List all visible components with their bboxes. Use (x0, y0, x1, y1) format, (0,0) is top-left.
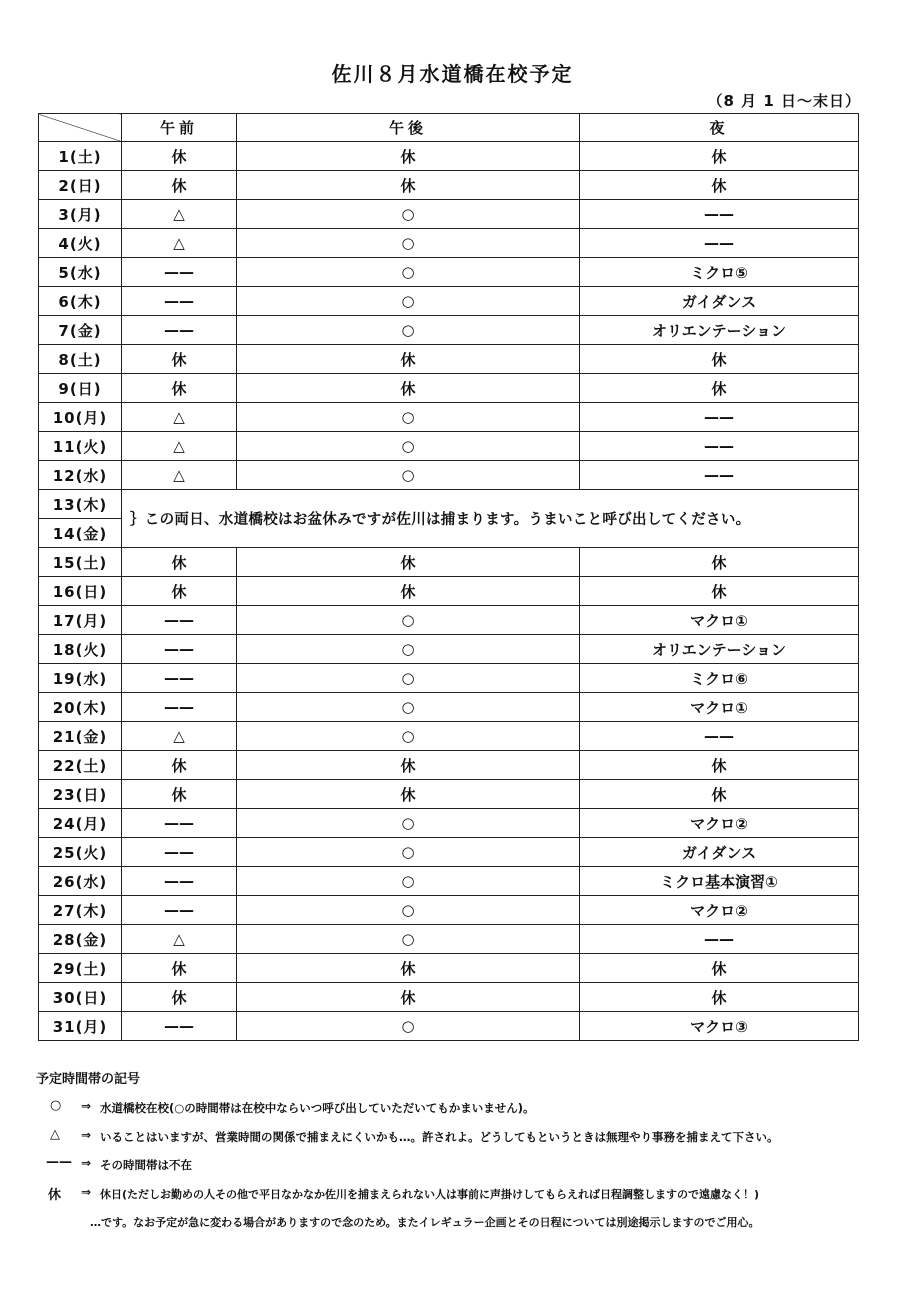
day-cell: 29(土) (39, 954, 122, 983)
legend-symbol-circle: ○ (50, 1098, 62, 1113)
day-cell: 26(水) (39, 867, 122, 896)
am-cell: —— (122, 809, 237, 838)
day-cell: 15(土) (39, 548, 122, 577)
day-cell: 4(火) (39, 229, 122, 258)
night-cell: オリエンテーション (580, 316, 859, 345)
am-cell: —— (122, 287, 237, 316)
merged-block (39, 490, 859, 548)
table-row (39, 374, 859, 403)
pm-cell: 休 (237, 374, 580, 403)
legend-symbol-holiday: 休 (48, 1188, 62, 1203)
table-row (39, 258, 859, 287)
day-cell: 12(水) (39, 461, 122, 490)
pm-cell: ○ (237, 287, 580, 316)
pm-cell: ○ (237, 693, 580, 722)
table-row (39, 780, 859, 809)
pm-cell: ○ (237, 722, 580, 751)
am-cell: 休 (122, 780, 237, 809)
legend-symbol-triangle: △ (50, 1127, 60, 1142)
night-cell: オリエンテーション (580, 635, 859, 664)
night-cell: 休 (580, 751, 859, 780)
day-cell: 13(木) (39, 490, 122, 519)
night-cell: —— (580, 925, 859, 954)
col-header-pm: 午後 (237, 114, 580, 142)
am-cell: —— (122, 606, 237, 635)
day-cell: 21(金) (39, 722, 122, 751)
table-row (39, 867, 859, 896)
table-row (39, 1012, 859, 1041)
pm-cell: ○ (237, 664, 580, 693)
day-cell: 23(日) (39, 780, 122, 809)
day-cell: 10(月) (39, 403, 122, 432)
night-cell: マクロ① (580, 693, 859, 722)
table-row (39, 142, 859, 171)
col-header-night: 夜 (580, 114, 859, 142)
pm-cell: ○ (237, 200, 580, 229)
day-cell: 25(火) (39, 838, 122, 867)
legend-arrow: ⇒ (81, 1128, 92, 1142)
table-body-bottom (39, 548, 859, 1041)
date-range: （8 月 1 日〜末日） (707, 92, 861, 110)
am-cell: 休 (122, 374, 237, 403)
table-row (39, 229, 859, 258)
night-cell: ガイダンス (580, 838, 859, 867)
table-row (39, 664, 859, 693)
pm-cell: ○ (237, 635, 580, 664)
night-cell: マクロ② (580, 809, 859, 838)
table-row (39, 809, 859, 838)
table-row (39, 316, 859, 345)
night-cell: —— (580, 432, 859, 461)
night-cell: 休 (580, 142, 859, 171)
table-row (39, 548, 859, 577)
table-row (39, 983, 859, 1012)
pm-cell: ○ (237, 896, 580, 925)
am-cell: △ (122, 461, 237, 490)
night-cell: 休 (580, 983, 859, 1012)
day-cell: 17(月) (39, 606, 122, 635)
pm-cell: ○ (237, 867, 580, 896)
am-cell: —— (122, 838, 237, 867)
table-row (39, 171, 859, 200)
day-cell: 28(金) (39, 925, 122, 954)
day-cell: 30(日) (39, 983, 122, 1012)
pm-cell: ○ (237, 258, 580, 287)
night-cell: 休 (580, 780, 859, 809)
day-cell: 18(火) (39, 635, 122, 664)
table-body-top (39, 142, 859, 490)
legend-text-holiday: 休日(ただしお勤めの人その他で平日なかなか佐川を捕まえられない人は事前に声掛けしてもらえれば日程調整しますので遠慮なく！) (100, 1188, 760, 1201)
corner-cell (39, 114, 122, 142)
pm-cell: 休 (237, 780, 580, 809)
table-row (39, 403, 859, 432)
pm-cell: ○ (237, 403, 580, 432)
day-cell: 14(金) (39, 519, 122, 548)
am-cell: —— (122, 1012, 237, 1041)
am-cell: △ (122, 925, 237, 954)
table-row (39, 287, 859, 316)
day-cell: 31(月) (39, 1012, 122, 1041)
pm-cell: 休 (237, 983, 580, 1012)
night-cell: —— (580, 200, 859, 229)
night-cell: —— (580, 229, 859, 258)
pm-cell: 休 (237, 577, 580, 606)
pm-cell: ○ (237, 809, 580, 838)
col-header-am: 午前 (122, 114, 237, 142)
schedule-table (38, 113, 859, 1041)
pm-cell: 休 (237, 954, 580, 983)
pm-cell: ○ (237, 229, 580, 258)
legend-arrow: ⇒ (81, 1185, 92, 1199)
pm-cell: 休 (237, 345, 580, 374)
night-cell: 休 (580, 345, 859, 374)
night-cell: 休 (580, 171, 859, 200)
table-row (39, 635, 859, 664)
day-cell: 1(土) (39, 142, 122, 171)
am-cell: 休 (122, 983, 237, 1012)
legend-footnote: …です。なお予定が急に変わる場合がありますので念のため。またイレギュラー企画とその日程については別途掲示しますのでご用心。 (90, 1216, 760, 1229)
am-cell: △ (122, 722, 237, 751)
table-row (39, 200, 859, 229)
am-cell: 休 (122, 171, 237, 200)
night-cell: 休 (580, 374, 859, 403)
am-cell: 休 (122, 751, 237, 780)
am-cell: △ (122, 229, 237, 258)
day-cell: 24(月) (39, 809, 122, 838)
pm-cell: ○ (237, 838, 580, 867)
am-cell: —— (122, 896, 237, 925)
am-cell: —— (122, 316, 237, 345)
day-cell: 5(水) (39, 258, 122, 287)
pm-cell: ○ (237, 432, 580, 461)
day-cell: 6(木) (39, 287, 122, 316)
table-row (39, 954, 859, 983)
header-row (39, 114, 859, 142)
day-cell: 11(火) (39, 432, 122, 461)
table-row (39, 838, 859, 867)
page-title: 佐川８月水道橋在校予定 (331, 62, 574, 86)
table-row (39, 925, 859, 954)
legend-text-triangle: いることはいますが、営業時間の関係で捕まえにくいかも…。許されよ。どうしてもというときは無理やり事務を捕まえて下さい。 (100, 1130, 779, 1144)
legend-text-dash: その時間帯は不在 (100, 1158, 192, 1172)
night-cell: マクロ① (580, 606, 859, 635)
obon-note: ｝この両日、水道橋校はお盆休みですが佐川は捕まります。うまいこと呼び出してください。 (122, 490, 859, 548)
day-cell: 9(日) (39, 374, 122, 403)
am-cell: △ (122, 432, 237, 461)
day-cell: 16(日) (39, 577, 122, 606)
night-cell: ミクロ⑥ (580, 664, 859, 693)
table-row (39, 432, 859, 461)
night-cell: 休 (580, 577, 859, 606)
am-cell: —— (122, 258, 237, 287)
night-cell: —— (580, 722, 859, 751)
pm-cell: ○ (237, 461, 580, 490)
pm-cell: ○ (237, 1012, 580, 1041)
night-cell: マクロ② (580, 896, 859, 925)
am-cell: 休 (122, 345, 237, 374)
night-cell: マクロ③ (580, 1012, 859, 1041)
am-cell: 休 (122, 954, 237, 983)
legend-arrow: ⇒ (81, 1156, 92, 1170)
table-row (39, 490, 859, 519)
pm-cell: 休 (237, 142, 580, 171)
am-cell: 休 (122, 548, 237, 577)
pm-cell: ○ (237, 316, 580, 345)
night-cell: ミクロ⑤ (580, 258, 859, 287)
table-row (39, 345, 859, 374)
legend-symbol-dash: —— (46, 1155, 72, 1170)
am-cell: △ (122, 200, 237, 229)
legend-title: 予定時間帯の記号 (36, 1072, 141, 1087)
legend-arrow: ⇒ (81, 1099, 92, 1113)
day-cell: 20(木) (39, 693, 122, 722)
table-row (39, 461, 859, 490)
night-cell: —— (580, 403, 859, 432)
am-cell: —— (122, 693, 237, 722)
legend-text-circle: 水道橋校在校(○の時間帯は在校中ならいつ呼び出していただいてもかまいません)。 (100, 1101, 535, 1115)
am-cell: —— (122, 867, 237, 896)
night-cell: ミクロ基本演習① (580, 867, 859, 896)
pm-cell: ○ (237, 606, 580, 635)
am-cell: —— (122, 635, 237, 664)
night-cell: 休 (580, 548, 859, 577)
night-cell: 休 (580, 954, 859, 983)
night-cell: ガイダンス (580, 287, 859, 316)
day-cell: 19(水) (39, 664, 122, 693)
night-cell: —— (580, 461, 859, 490)
pm-cell: 休 (237, 751, 580, 780)
table-row (39, 896, 859, 925)
day-cell: 7(金) (39, 316, 122, 345)
day-cell: 3(月) (39, 200, 122, 229)
am-cell: △ (122, 403, 237, 432)
pm-cell: 休 (237, 548, 580, 577)
day-cell: 22(土) (39, 751, 122, 780)
table-row (39, 693, 859, 722)
table-row (39, 577, 859, 606)
day-cell: 2(日) (39, 171, 122, 200)
am-cell: —— (122, 664, 237, 693)
table-row (39, 751, 859, 780)
pm-cell: ○ (237, 925, 580, 954)
day-cell: 8(土) (39, 345, 122, 374)
day-cell: 27(木) (39, 896, 122, 925)
table-row (39, 606, 859, 635)
pm-cell: 休 (237, 171, 580, 200)
am-cell: 休 (122, 577, 237, 606)
table-row (39, 722, 859, 751)
am-cell: 休 (122, 142, 237, 171)
